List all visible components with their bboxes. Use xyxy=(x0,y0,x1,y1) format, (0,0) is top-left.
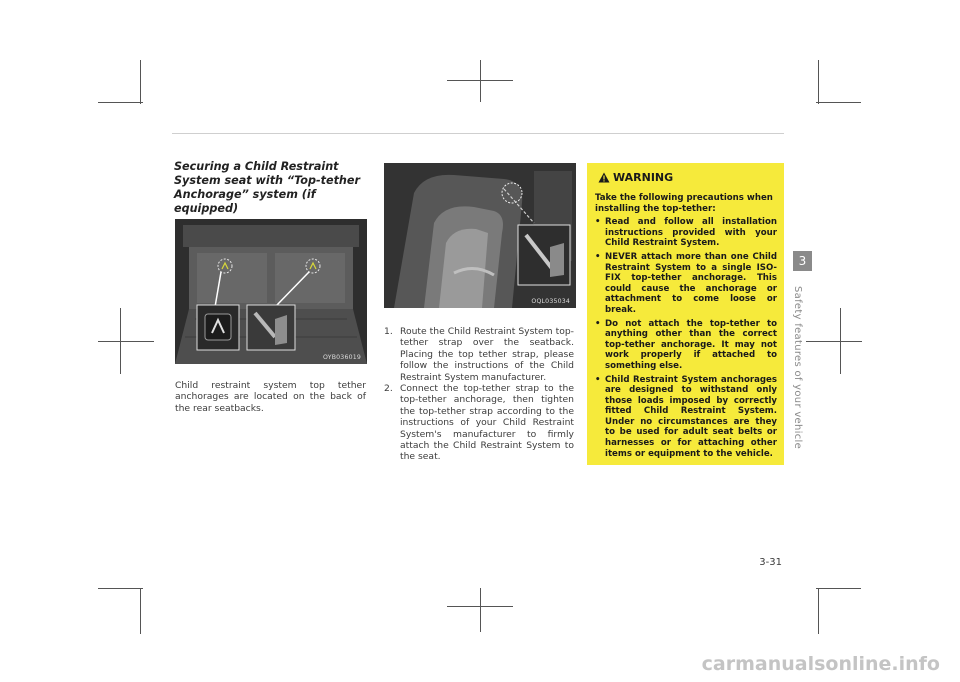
step-text: Route the Child Restraint System top-tether strap over the seatback. Placing the top tether strap, please follow the instructions of the Child Restraint System manufacturer. xyxy=(400,326,574,383)
registration-mark xyxy=(480,60,481,102)
crop-mark xyxy=(816,102,861,103)
crop-mark xyxy=(140,60,141,104)
warning-intro: Take the following precautions when installing the top-tether: xyxy=(595,193,773,214)
step-text: Connect the top-tether strap to the top-tether anchorage, then tighten the top-tether strap according to the instructions of your Child Restraint System's manufacturer to firmly attach the Child Restraint System to the seat. xyxy=(400,383,574,463)
warning-item: • Do not attach the top-tether to anything other than the correct top-tether anchorage. It may not work properly if attached to something else. xyxy=(595,319,777,372)
warning-item: • NEVER attach more than one Child Restraint System to a single ISO-FIX top-tether anchorage. This could cause the anchorage or attachment to come loose or break. xyxy=(595,252,777,316)
crop-mark xyxy=(98,588,143,589)
child-seat-illustration xyxy=(384,163,576,308)
step-item xyxy=(384,383,574,463)
crop-mark xyxy=(816,588,861,589)
figure-code: OYB036019 xyxy=(323,354,361,361)
registration-mark xyxy=(480,588,481,632)
step-item xyxy=(384,326,574,383)
warning-body xyxy=(595,193,777,459)
watermark: carmanualsonline.info xyxy=(701,653,940,675)
warning-item: • Read and follow all installation instructions provided with your Child Restraint System. xyxy=(595,217,777,249)
crop-mark xyxy=(818,588,819,634)
warning-triangle-icon xyxy=(598,172,610,183)
intro-paragraph: Child restraint system top tether anchorages are located on the back of the rear seatbacks. xyxy=(175,380,366,414)
crop-mark xyxy=(98,102,143,103)
installation-steps xyxy=(384,326,574,463)
header-rule xyxy=(172,133,784,134)
chapter-title xyxy=(792,286,812,450)
warning-list xyxy=(595,217,777,459)
crop-mark xyxy=(140,588,141,634)
warning-title: WARNING xyxy=(613,171,674,184)
section-heading: Securing a Child Restraint System seat with “Top-tether Anchorage” system (if equipped) xyxy=(174,160,360,215)
cargo-illustration xyxy=(175,219,367,364)
step-number: 1. xyxy=(384,326,393,337)
registration-mark xyxy=(120,308,121,374)
crop-mark xyxy=(818,60,819,104)
registration-mark xyxy=(806,341,862,342)
registration-mark xyxy=(840,308,841,374)
cargo-anchorage-figure xyxy=(175,219,367,364)
page-number: 3-31 xyxy=(759,557,782,568)
child-seat-tether-figure xyxy=(384,163,576,308)
chapter-title-text: Safety features of your vehicle xyxy=(792,286,803,450)
warning-box xyxy=(587,163,784,465)
figure-code: OQL035034 xyxy=(531,298,570,305)
warning-item: • Child Restraint System anchorages are designed to withstand only those loads imposed by correctly fitted Child Restraint System. Under no circumstances are they to be used for adult seat belts or harnesses or for attaching other items or equipment to the vehicle. xyxy=(595,375,777,460)
step-number: 2. xyxy=(384,383,393,395)
registration-mark xyxy=(98,341,154,342)
chapter-tab: 3 xyxy=(793,251,812,271)
